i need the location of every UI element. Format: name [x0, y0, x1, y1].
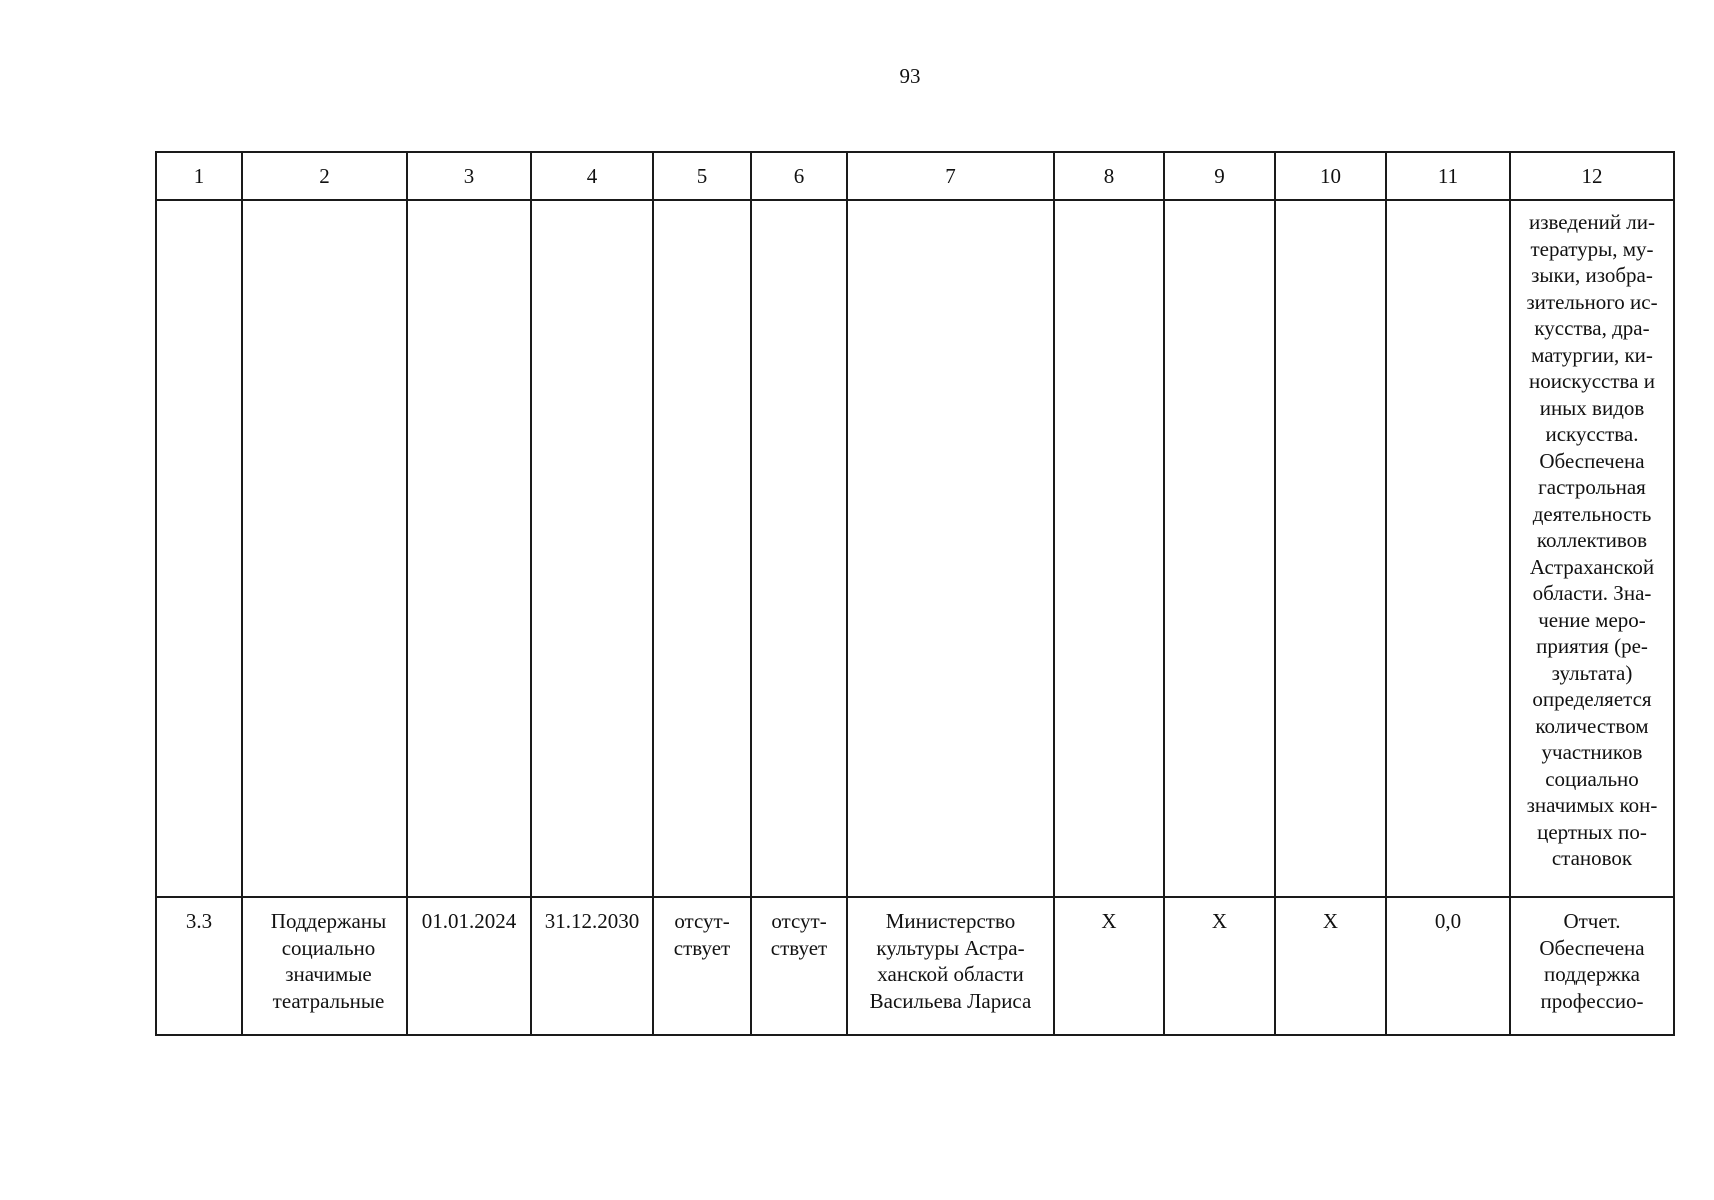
empty-cell	[1386, 200, 1510, 897]
column-number: 6	[751, 152, 847, 200]
text-line: Поддержаны	[270, 909, 387, 933]
text-line: определяется	[1532, 687, 1652, 711]
text-line: зыки, изобра-	[1531, 263, 1653, 287]
column-number: 9	[1164, 152, 1275, 200]
text-line: социально	[1545, 766, 1639, 791]
column-number: 8	[1054, 152, 1164, 200]
responsible-executor	[847, 897, 1054, 1035]
text-line: Министерство	[885, 909, 1016, 933]
text-line: зительного ис-	[1526, 289, 1658, 314]
measure-name	[242, 897, 407, 1035]
text-line: ханской области	[877, 962, 1024, 986]
col5-cell	[653, 897, 751, 1035]
empty-cell	[847, 200, 1054, 897]
text-line: Обеспечена	[1539, 935, 1645, 960]
col9-cell: X	[1164, 897, 1275, 1035]
end-date: 31.12.2030	[531, 897, 653, 1035]
empty-cell	[751, 200, 847, 897]
empty-cell	[1275, 200, 1386, 897]
text-line: чение меро-	[1538, 607, 1646, 632]
text-line: приятия (ре-	[1536, 634, 1648, 658]
text-line: матургии, ки-	[1531, 342, 1653, 367]
measures-table	[155, 151, 1675, 1036]
continuation-row	[156, 200, 1674, 897]
column-number: 2	[242, 152, 407, 200]
text-line: культуры Астра-	[876, 935, 1025, 960]
text-line: ствует	[770, 935, 828, 960]
empty-cell	[1054, 200, 1164, 897]
col6-cell	[751, 897, 847, 1035]
column-number: 7	[847, 152, 1054, 200]
text-line: отсут-	[771, 909, 827, 933]
text-line: цертных по-	[1537, 819, 1647, 844]
text-line: ноискусства и	[1529, 369, 1655, 393]
empty-cell	[156, 200, 242, 897]
text-line: значимых кон-	[1526, 793, 1658, 817]
empty-cell	[407, 200, 531, 897]
text-line: участников	[1541, 740, 1643, 764]
column-number: 1	[156, 152, 242, 200]
text-line: становок	[1551, 846, 1633, 870]
text-line: искусства.	[1545, 422, 1639, 446]
text-line: изведений ли-	[1528, 210, 1656, 234]
text-line: Отчет.	[1563, 909, 1621, 933]
text-line: профессио-	[1540, 988, 1644, 1013]
column-number: 10	[1275, 152, 1386, 200]
item-number: 3.3	[156, 897, 242, 1035]
text-line: количеством	[1535, 713, 1649, 738]
text-line: тературы, му-	[1530, 236, 1654, 261]
column-number: 4	[531, 152, 653, 200]
text-line: деятельность	[1532, 501, 1652, 526]
page-number: 93	[899, 64, 921, 88]
text-line: театральные	[272, 988, 385, 1013]
text-line: иных видов	[1539, 395, 1645, 420]
column-number: 5	[653, 152, 751, 200]
empty-cell	[242, 200, 407, 897]
text-line: социально	[281, 935, 376, 960]
column-number-row	[156, 152, 1674, 200]
text-line: отсут-	[674, 909, 730, 933]
text-line: значимые	[285, 962, 372, 986]
column-number: 11	[1386, 152, 1510, 200]
text-line: Васильева Лариса	[869, 988, 1032, 1013]
column-number: 12	[1510, 152, 1674, 200]
table-row	[156, 897, 1674, 1035]
col10-cell: X	[1275, 897, 1386, 1035]
text-line: гастрольная	[1538, 475, 1646, 499]
empty-cell	[1164, 200, 1275, 897]
text-line: зультата)	[1551, 660, 1633, 685]
result-description	[1510, 897, 1674, 1035]
empty-cell	[653, 200, 751, 897]
start-date: 01.01.2024	[407, 897, 531, 1035]
text-line: Астраханской	[1529, 554, 1655, 579]
empty-cell	[531, 200, 653, 897]
text-line: коллективов	[1536, 528, 1648, 552]
text-line: области. Зна-	[1532, 581, 1652, 605]
text-line: ствует	[673, 935, 731, 960]
col8-cell: X	[1054, 897, 1164, 1035]
col11-cell: 0,0	[1386, 897, 1510, 1035]
column-number: 3	[407, 152, 531, 200]
text-line: Обеспечена	[1539, 448, 1645, 473]
text-line: кусства, дра-	[1534, 316, 1650, 340]
text-line: поддержка	[1543, 962, 1641, 986]
result-description-continued	[1510, 200, 1674, 897]
